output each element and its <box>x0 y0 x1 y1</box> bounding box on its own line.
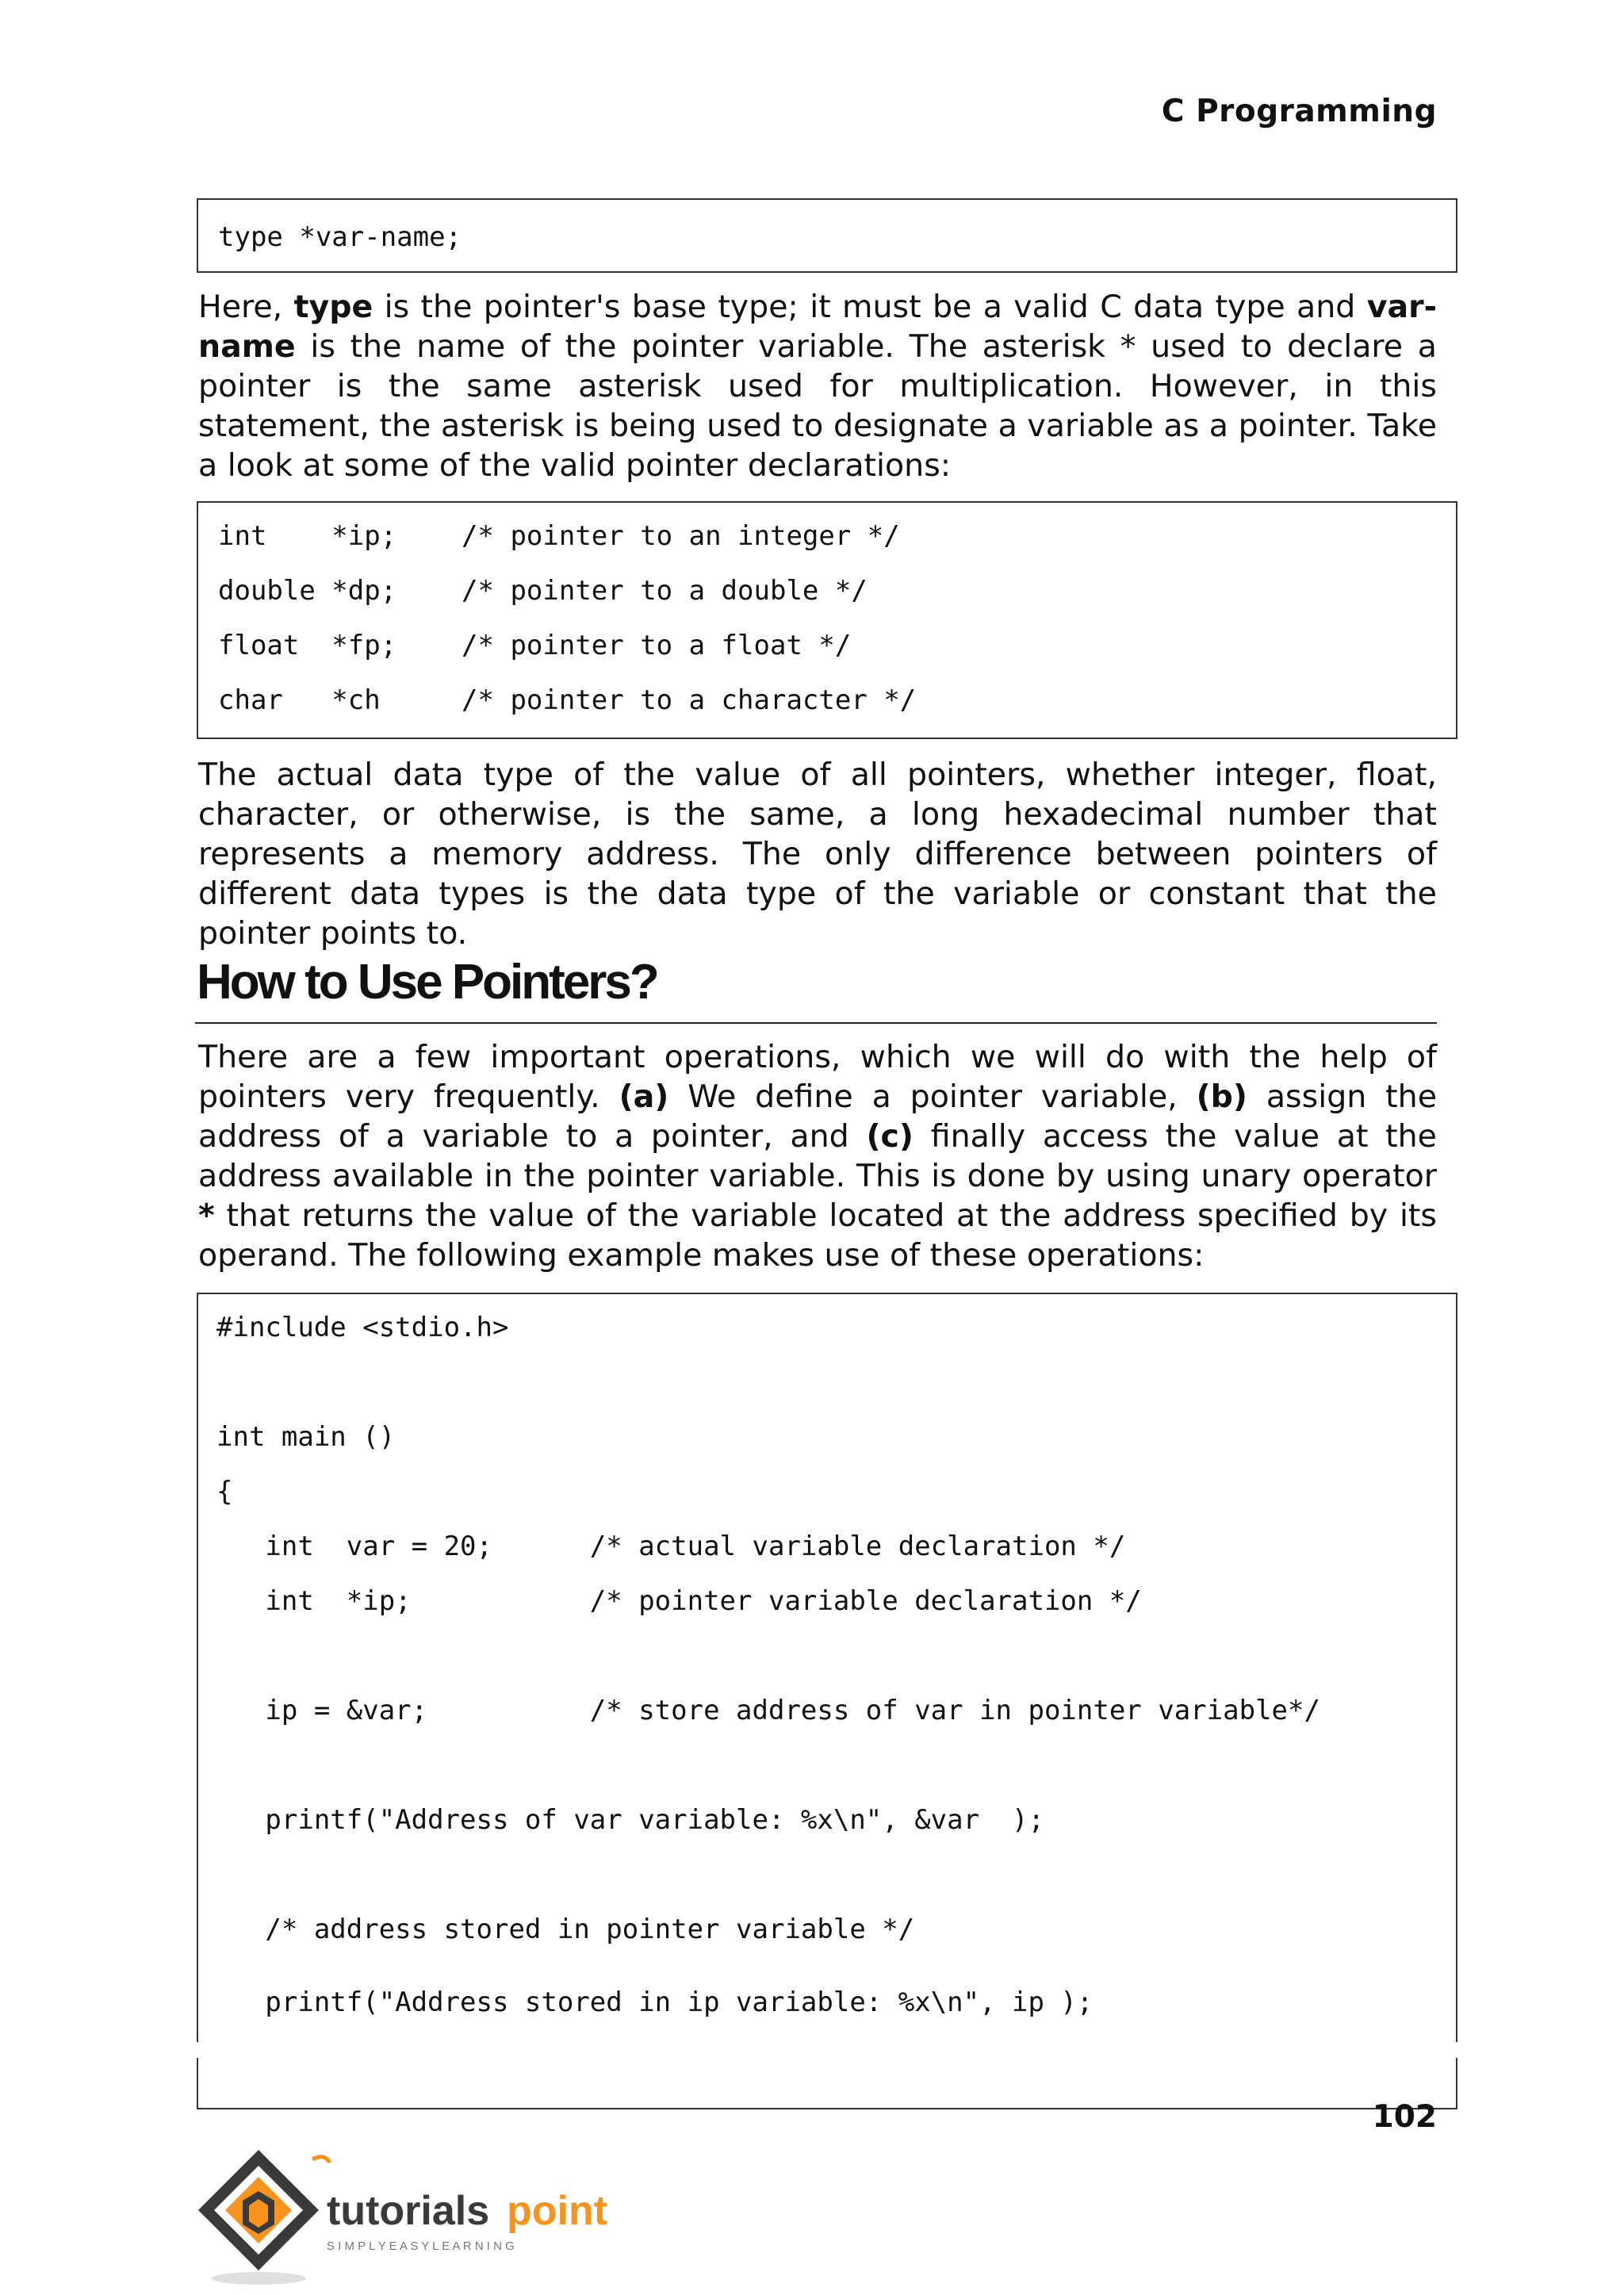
code-line: /* address stored in pointer variable */ <box>216 1914 915 1945</box>
code-line: int var = 20; /* actual variable declaration */ <box>216 1531 1126 1562</box>
code-line: float *fp; /* pointer to a float */ <box>218 630 852 661</box>
page-number: 102 <box>1372 2099 1437 2135</box>
code-line: printf("Address stored in ip variable: %x\n", ip ); <box>216 1987 1094 2018</box>
code-line: type *var-name; <box>218 221 462 253</box>
code-line: int *ip; /* pointer to an integer */ <box>218 520 900 552</box>
logo-mark-icon <box>193 2145 638 2288</box>
svg-text:tutorials: tutorials <box>327 2188 490 2234</box>
code-line: printf("Address of var variable: %x\n", &var ); <box>216 1804 1044 1836</box>
code-line: double *dp; /* pointer to a double */ <box>218 575 868 607</box>
term-var-name: var-name <box>198 289 1437 365</box>
code-line: #include <stdio.h> <box>216 1312 509 1343</box>
label-a: (a) <box>619 1079 669 1115</box>
code-line: int main () <box>216 1421 396 1453</box>
code-line: { <box>216 1476 233 1508</box>
svg-text:S I M P L Y E A S Y L E A R N: S I M P L Y E A S Y L E A R N I N G <box>327 2239 515 2253</box>
paragraph-pointer-operations: There are a few important operations, which we will do with the help of pointers very frequently. (a) We define a pointer variable, (b) assign the address of a variable to a pointer, and (c) finally access the value at the address available in the pointer variable. This is done by using unary operator * that returns the value of the variable located at the address specified by its operand. The following example makes use of these operations: <box>198 1039 1437 1274</box>
code-line: int *ip; /* pointer variable declaration */ <box>216 1585 1142 1617</box>
term-type: type <box>293 289 373 325</box>
code-line: ip = &var; /* store address of var in pointer variable*/ <box>216 1695 1320 1726</box>
paragraph-pointer-syntax: Here, type is the pointer's base type; it must be a valid C data type and var-name is the name of the pointer variable. The asterisk * used to declare a pointer is the same asterisk used for multiplication. However, in this statement, the asterisk is being used to designate a variable as a pointer. Take a look at some of the valid pointer declarations: <box>198 289 1437 484</box>
code-block-declaration <box>197 198 1457 273</box>
label-b: (b) <box>1196 1079 1247 1115</box>
code-line: char *ch /* pointer to a character */ <box>218 684 917 716</box>
svg-text:point: point <box>507 2188 608 2234</box>
section-heading: How to Use Pointers? <box>197 955 657 1010</box>
code-block-pointer-declarations <box>197 501 1457 739</box>
heading-rule <box>195 1022 1437 1024</box>
code-block-example-tail <box>197 2058 1457 2109</box>
tutorialspoint-logo <box>193 2145 638 2291</box>
label-c: (c) <box>866 1118 914 1155</box>
operator-asterisk: * <box>198 1197 215 1234</box>
page-header-title: C Programming <box>1161 94 1437 129</box>
paragraph-pointer-types: The actual data type of the value of all pointers, whether integer, float, character, or otherwise, is the same, a long hexadecimal number that represents a memory address. The only difference between pointers of different data types is the data type of the variable or constant that the pointer points to. <box>198 757 1437 952</box>
